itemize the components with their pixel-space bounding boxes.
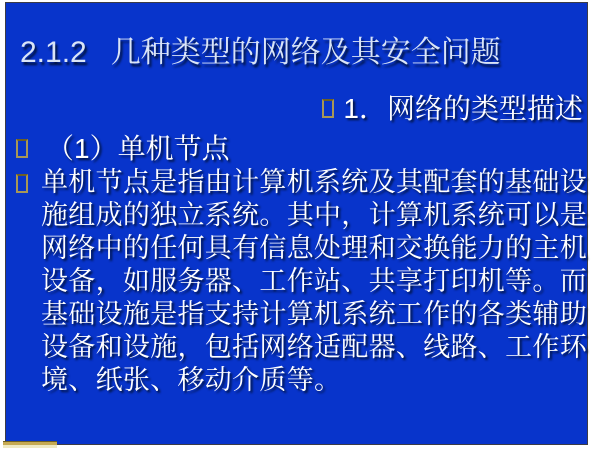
title-section-number: 2.1.2 [20,36,87,69]
paragraph-line: 施组成的独立系统。其中，计算机系统可以是 [41,200,587,230]
list-item-label: （1）单机节点 [46,133,230,164]
paragraph-line: 设备，如服务器、工作站、共享打印机等。而 [41,266,587,296]
section-heading-label: 1．网络的类型描述 [343,93,583,124]
slide-footer-decoration [3,441,57,448]
paragraph-line: 境、纸张、移动介质等。 [41,365,342,395]
paragraph-text [41,166,587,397]
square-bullet-icon [322,99,334,118]
square-bullet-icon [16,139,28,158]
slide-canvas [5,2,588,445]
title-text: 几种类型的网络及其安全问题 [110,36,501,69]
paragraph-line: 网络中的任何具有信息处理和交换能力的主机 [41,233,587,263]
slide-title [20,27,501,71]
body-paragraph [16,166,587,397]
paragraph-line: 基础设施是指支持计算机系统工作的各类辅助 [41,299,587,329]
list-item [16,127,230,167]
paragraph-line: 单机节点是指由计算机系统及其配套的基础设 [41,167,587,197]
footer-bar-cream [3,445,57,448]
section-heading [322,87,583,127]
square-bullet-icon [16,174,28,193]
paragraph-line: 设备和设施，包括网络适配器、线路、工作环 [41,332,587,362]
